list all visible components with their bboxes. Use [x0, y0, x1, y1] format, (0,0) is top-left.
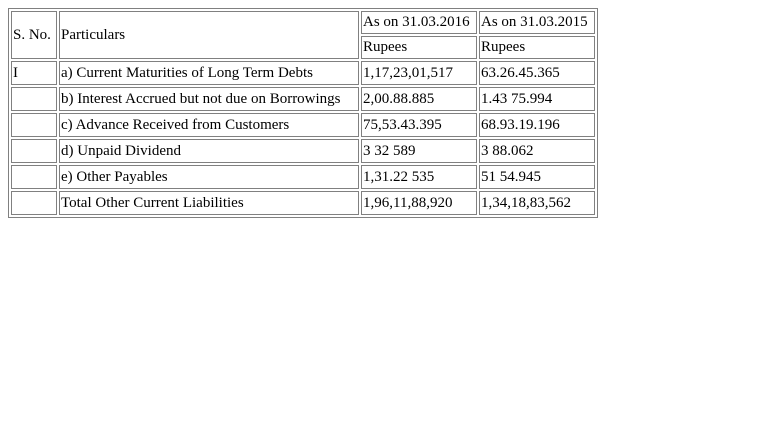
row-value-2015: 63.26.45.365	[479, 61, 595, 85]
header-sno: S. No.	[11, 11, 57, 59]
table-row	[11, 87, 595, 111]
row-sno	[11, 165, 57, 189]
total-value-2015: 1,34,18,83,562	[479, 191, 595, 215]
row-sno	[11, 139, 57, 163]
row-value-2016: 2,00.88.885	[361, 87, 477, 111]
header-unit-2015: Rupees	[479, 36, 595, 59]
row-value-2015: 51 54.945	[479, 165, 595, 189]
row-sno	[11, 87, 57, 111]
total-value-2016: 1,96,11,88,920	[361, 191, 477, 215]
table-row	[11, 165, 595, 189]
row-sno: I	[11, 61, 57, 85]
header-unit-2016: Rupees	[361, 36, 477, 59]
other-current-liabilities-table	[8, 8, 598, 218]
row-sno	[11, 113, 57, 137]
header-particulars: Particulars	[59, 11, 359, 59]
row-value-2015: 1.43 75.994	[479, 87, 595, 111]
header-date-2016: As on 31.03.2016	[361, 11, 477, 34]
row-value-2016: 3 32 589	[361, 139, 477, 163]
row-value-2016: 75,53.43.395	[361, 113, 477, 137]
row-value-2015: 3 88.062	[479, 139, 595, 163]
table-row	[11, 139, 595, 163]
row-value-2015: 68.93.19.196	[479, 113, 595, 137]
row-particular: a) Current Maturities of Long Term Debts	[59, 61, 359, 85]
row-particular: b) Interest Accrued but not due on Borrowings	[59, 87, 359, 111]
header-date-2015: As on 31.03.2015	[479, 11, 595, 34]
table-row	[11, 61, 595, 85]
row-particular: d) Unpaid Dividend	[59, 139, 359, 163]
row-value-2016: 1,31.22 535	[361, 165, 477, 189]
row-sno	[11, 191, 57, 215]
row-particular: e) Other Payables	[59, 165, 359, 189]
table-row	[11, 113, 595, 137]
row-particular: c) Advance Received from Customers	[59, 113, 359, 137]
row-value-2016: 1,17,23,01,517	[361, 61, 477, 85]
total-row	[11, 191, 595, 215]
total-label: Total Other Current Liabilities	[59, 191, 359, 215]
